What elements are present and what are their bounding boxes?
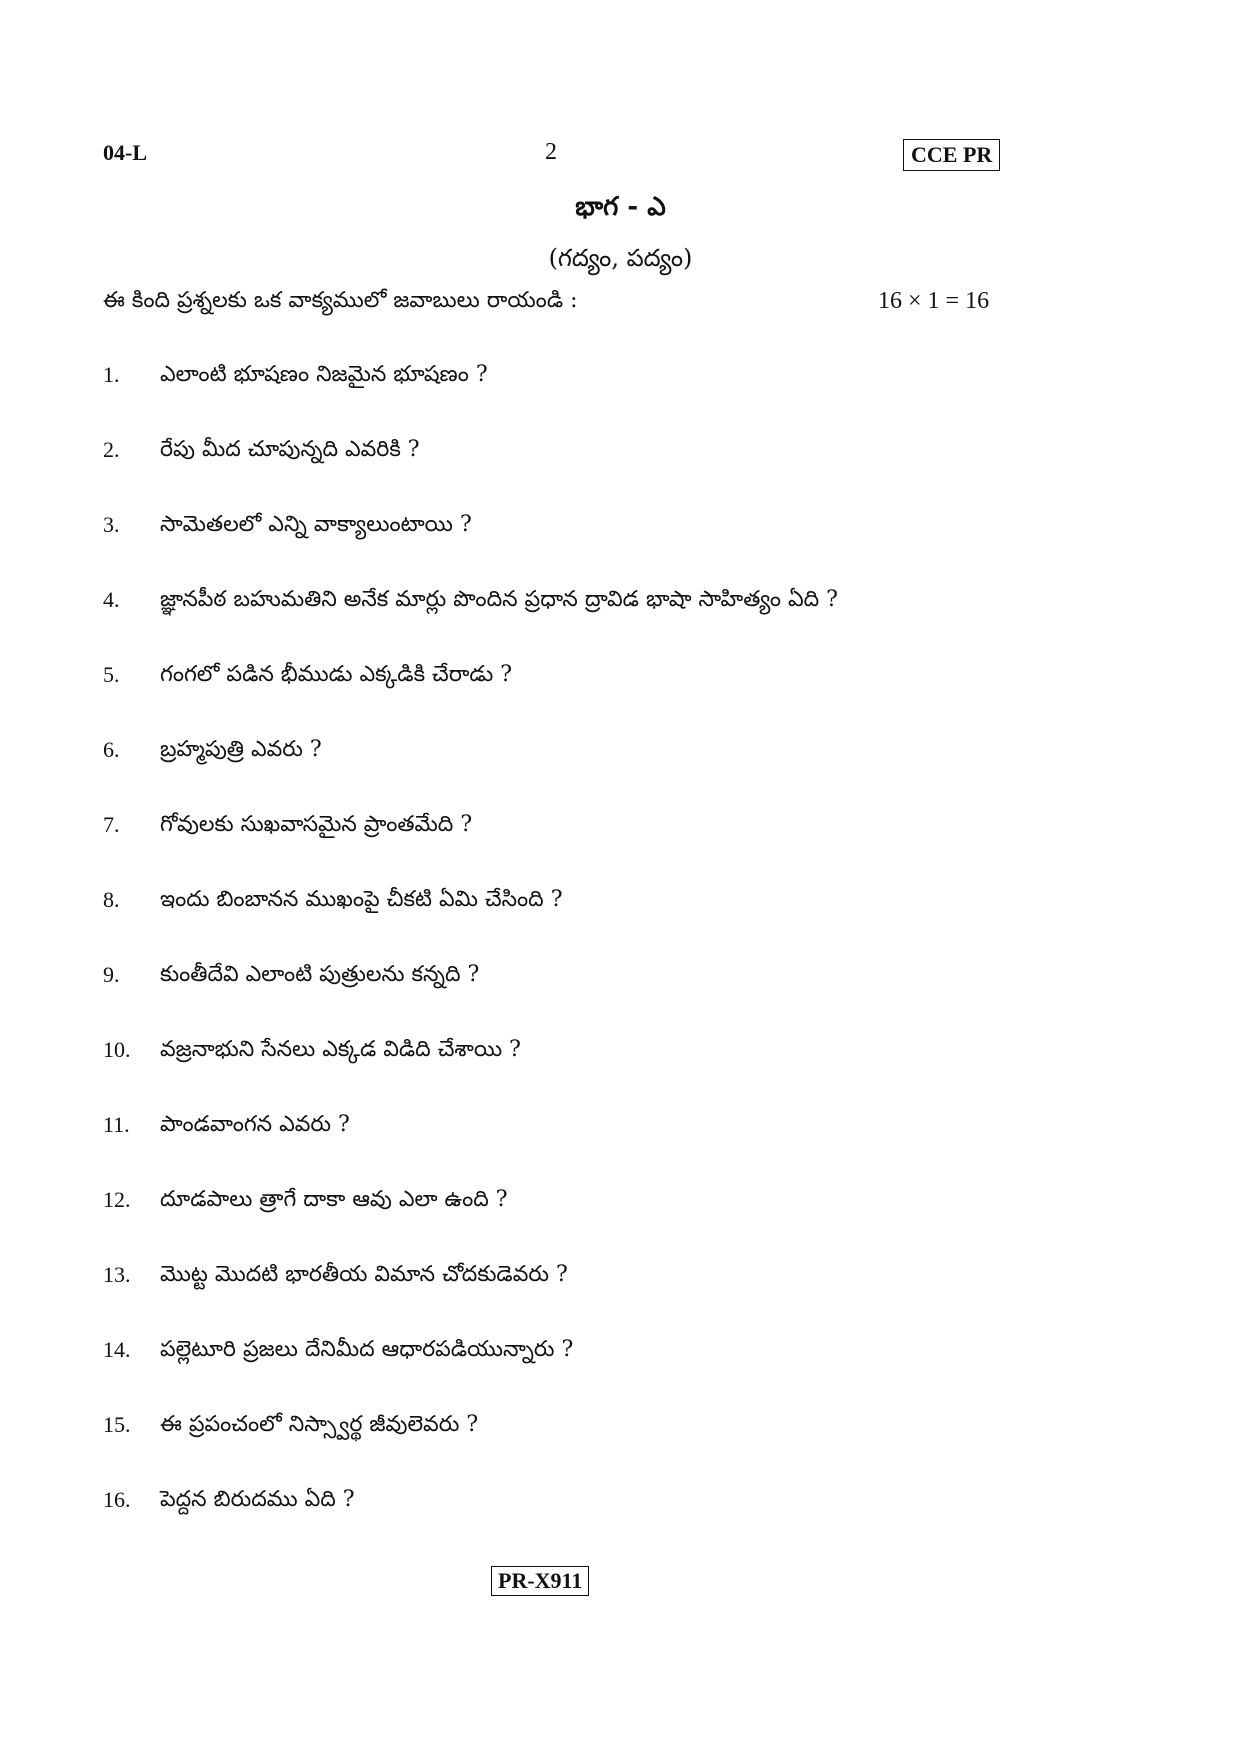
question-number: 10. (103, 1037, 131, 1062)
question-number: 7. (103, 812, 120, 837)
question-item (103, 1480, 1143, 1520)
instruction-text: ఈ కింది ప్రశ్నలకు ఒక వాక్యములో జవాబులు రాయండి : (103, 288, 578, 313)
question-item (103, 580, 1143, 620)
exam-type-box: CCE PR (903, 139, 1000, 171)
question-item (103, 880, 1143, 920)
question-text: గంగలో పడిన భీముడు ఎక్కడికి చేరాడు ? (160, 662, 513, 687)
question-item (103, 955, 1143, 995)
section-subtitle: (గద్యం, పద్యం) (548, 244, 693, 272)
question-text: ఈ ప్రపంచంలో నిస్స్వార్థ జీవులెవరు ? (160, 1412, 479, 1437)
question-number: 4. (103, 587, 120, 612)
question-item (103, 1180, 1143, 1220)
question-item (103, 505, 1143, 545)
question-text: పాండవాంగన ఎవరు ? (160, 1112, 350, 1137)
paper-code-footer-box: PR-X911 (491, 1566, 589, 1596)
question-text: జ్ఞానపీఠ బహుమతిని అనేక మార్లు పొందిన ప్రధాన ద్రావిడ భాషా సాహిత్యం ఏది ? (160, 587, 838, 612)
question-number: 6. (103, 737, 120, 762)
question-item (103, 1030, 1143, 1070)
question-item (103, 1105, 1143, 1145)
question-text: మొట్ట మొదటి భారతీయ విమాన చోదకుడెవరు ? (160, 1262, 568, 1287)
question-number: 8. (103, 887, 120, 912)
question-text: బ్రహ్మపుత్రి ఎవరు ? (160, 737, 322, 762)
question-item (103, 1405, 1143, 1445)
question-text: గోవులకు సుఖవాసమైన ప్రాంతమేది ? (160, 812, 473, 837)
question-item (103, 655, 1143, 695)
page-number: 2 (545, 139, 557, 165)
question-number: 14. (103, 1337, 131, 1362)
question-text: రేపు మీద చూపున్నది ఎవరికి ? (160, 437, 420, 462)
question-text: సామెతలలో ఎన్ని వాక్యాలుంటాయి ? (160, 512, 472, 537)
question-number: 1. (103, 362, 120, 387)
paper-code: 04-L (103, 140, 147, 165)
question-item (103, 430, 1143, 470)
question-text: కుంతీదేవి ఎలాంటి పుత్రులను కన్నది ? (160, 962, 480, 987)
question-number: 15. (103, 1412, 131, 1437)
question-item (103, 730, 1143, 770)
question-text: ఇందు బింబానన ముఖంపై చీకటి ఏమి చేసింది ? (160, 887, 563, 912)
question-number: 12. (103, 1187, 131, 1212)
question-number: 2. (103, 437, 120, 462)
question-text: పెద్దన బిరుదము ఏది ? (160, 1487, 355, 1512)
section-title: భాగ - ఎ (575, 192, 666, 222)
question-number: 16. (103, 1487, 131, 1512)
question-number: 11. (103, 1112, 130, 1137)
question-item (103, 1330, 1143, 1370)
question-item (103, 1255, 1143, 1295)
question-number: 5. (103, 662, 120, 687)
question-item (103, 805, 1143, 845)
question-text: పల్లెటూరి ప్రజలు దేనిమీద ఆధారపడియున్నారు ? (160, 1337, 574, 1362)
question-number: 13. (103, 1262, 131, 1287)
question-item (103, 355, 1143, 395)
question-number: 9. (103, 962, 120, 987)
question-text: వజ్రనాభుని సేనలు ఎక్కడ విడిది చేశాయి ? (160, 1037, 521, 1062)
question-number: 3. (103, 512, 120, 537)
question-text: ఎలాంటి భూషణం నిజమైన భూషణం ? (160, 362, 488, 387)
question-text: దూడపాలు త్రాగే దాకా ఆవు ఎలా ఉంది ? (160, 1187, 508, 1212)
marks-formula: 16 × 1 = 16 (878, 288, 990, 314)
